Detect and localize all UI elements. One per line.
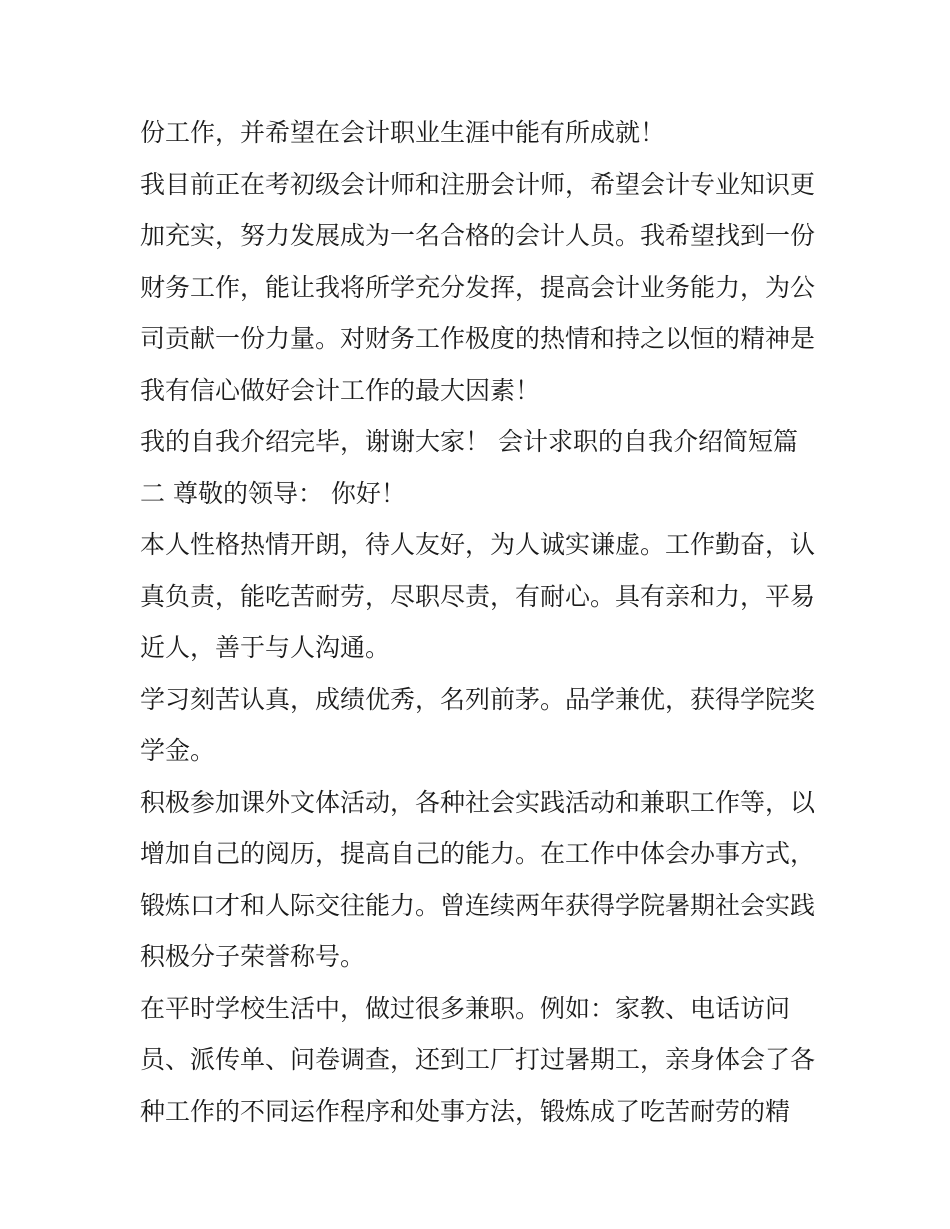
text-line: 学习刻苦认真，成绩优秀，名列前茅。品学兼优，获得学院奖 xyxy=(140,684,816,714)
text-line: 司贡献一份力量。对财务工作极度的热情和持之以恒的精神是 xyxy=(140,324,816,353)
text-line: 真负责，能吃苦耐劳，尽职尽责，有耐心。具有亲和力，平易 xyxy=(140,581,816,611)
text-line: 锻炼口才和人际交往能力。曾连续两年获得学院暑期社会实践 xyxy=(140,890,816,920)
text-line: 本人性格热情开朗，待人友好，为人诚实谦虚。工作勤奋，认 xyxy=(140,530,816,559)
text-line: 我有信心做好会计工作的最大因素！ xyxy=(140,375,541,405)
text-line: 在平时学校生活中，做过很多兼职。例如：家教、电话访问 xyxy=(140,993,791,1023)
text-line: 增加自己的阅历，提高自己的能力。在工作中体会办事方式， xyxy=(140,839,816,868)
text-line: 份工作，并希望在会计职业生涯中能有所成就！ xyxy=(140,118,666,147)
text-line: 近人，善于与人沟通。 xyxy=(140,633,391,662)
text-line: 积极分子荣誉称号。 xyxy=(140,942,366,971)
text-line: 员、派传单、问卷调查，还到工厂打过暑期工，亲身体会了各 xyxy=(140,1045,816,1074)
text-line: 我目前正在考初级会计师和注册会计师，希望会计专业知识更 xyxy=(140,169,816,199)
text-line: 加充实，努力发展成为一名合格的会计人员。我希望找到一份 xyxy=(140,221,816,250)
text-line: 我的自我介绍完毕，谢谢大家！ 会计求职的自我介绍简短篇 xyxy=(140,427,798,456)
document-body xyxy=(140,107,820,1137)
text-line: 二 尊敬的领导： 你好！ xyxy=(140,478,406,508)
text-line: 积极参加课外文体活动，各种社会实践活动和兼职工作等，以 xyxy=(140,787,816,817)
text-line: 种工作的不同运作程序和处事方法，锻炼成了吃苦耐劳的精 xyxy=(140,1096,791,1126)
text-line: 学金。 xyxy=(140,736,216,765)
text-line: 财务工作，能让我将所学充分发挥，提高会计业务能力，为公 xyxy=(140,272,816,302)
